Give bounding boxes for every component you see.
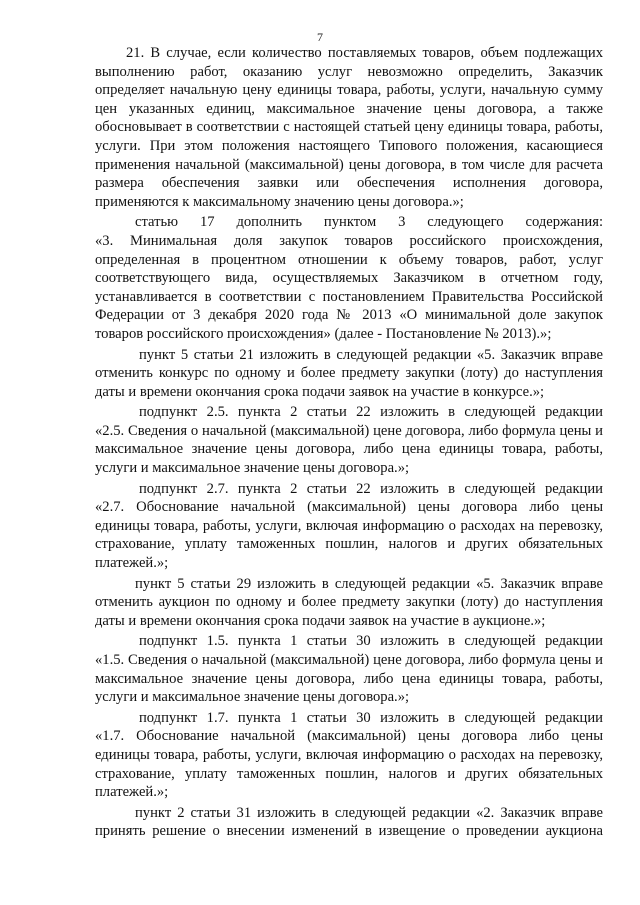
paragraph-article-22-sub-2-5-intro: подпункт 2.5. пункта 2 статьи 22 изложить в следующей редакции: [139, 404, 603, 421]
paragraph-article-22-sub-2-5-text: «2.5. Сведения о начальной (максимальной) цене договора, либо формула цены и максимальное значение цены договора, либо цена единицы товара, работы, услуги и максимальное значение цены договора.»;: [95, 422, 603, 477]
page-number: 7: [317, 30, 323, 44]
paragraph-article-22-sub-2-7-text: «2.7. Обоснование начальной (максимальной) цены договора либо цены единицы товара, работы, услуги, включая информацию о расходах на перевозку, страхование, уплату таможенных пошлин, налогов и других обязательных платежей.»;: [95, 499, 603, 572]
paragraph-article-30-sub-1-7-text: «1.7. Обоснование начальной (максимальной) цены договора либо цены единицы товара, работы, услуги, включая информацию о расходах на перевозку, страхование, уплату таможенных пошлин, налогов и других обязательных платежей.»;: [95, 728, 603, 801]
paragraph-article-30-sub-1-5-text: «1.5. Сведения о начальной (максимальной) цене договора, либо формула цены и максимальное значение цены договора, либо цена единицы товара, работы, услуги и максимальное значение цены договора.»;: [95, 652, 603, 706]
paragraph-article-30-sub-1-7-intro: подпункт 1.7. пункта 1 статьи 30 изложить в следующей редакции: [139, 709, 603, 726]
paragraph-article-29-item-5: пункт 5 статьи 29 изложить в следующей редакции «5. Заказчик вправе отменить аукцион по одному и более предмету закупки (лоту) до наступления даты и времени окончания срока подачи заявок на участие в аукционе.»;: [95, 575, 603, 629]
paragraph-article-30-sub-1-5-intro: подпункт 1.5. пункта 1 статьи 30 изложить в следующей редакции: [139, 633, 603, 650]
paragraph-article-21-item-5: пункт 5 статьи 21 изложить в следующей редакции «5. Заказчик вправе отменить конкурс по одному и более предмету закупки (лоту) до наступления даты и времени окончания срока подачи заявок на участие в конкурсе.»;: [95, 346, 603, 400]
paragraph-article-22-sub-2-7-intro: подпункт 2.7. пункта 2 статьи 22 изложить в следующей редакции: [139, 480, 603, 497]
paragraph-article-17-text: «3. Минимальная доля закупок товаров российского происхождения, определенная в процентном отношении к объему товаров, работ, услуг соответствующего вида, осуществляемых Заказчиком в отчетном году, устанавливается в соответствии с постановлением Правительства Российской Федерации от 3 декабря 2020 года № 2013 «О минимальной доле закупок товаров российского происхождения» (далее - Постановление № 2013).»;: [95, 232, 603, 342]
paragraph-article-31-item-2: пункт 2 статьи 31 изложить в следующей редакции «2. Заказчик вправе принять решение о внесении изменений в извещение о проведении аукциона: [95, 804, 603, 840]
paragraph-21: 21. В случае, если количество поставляемых товаров, объем подлежащих выполнению работ, оказанию услуг невозможно определить, Заказчик определяет начальную цену единицы товара, работы, услуги, начальную сумму цен указанных единиц, максимальное значение цены договора, а также обосновывает в соответствии с настоящей статьей цену единицы товара, работы, услуги. При этом положения настоящего Типового положения, касающиеся применения начальной (максимальной) цены договора, в том числе для расчета размера обеспечения заявки или обеспечения исполнения договора, применяются к максимальному значению цены договора.»;: [95, 45, 603, 210]
document-body: [95, 44, 603, 841]
paragraph-article-17-intro: статью 17 дополнить пунктом 3 следующего содержания:: [135, 214, 603, 231]
